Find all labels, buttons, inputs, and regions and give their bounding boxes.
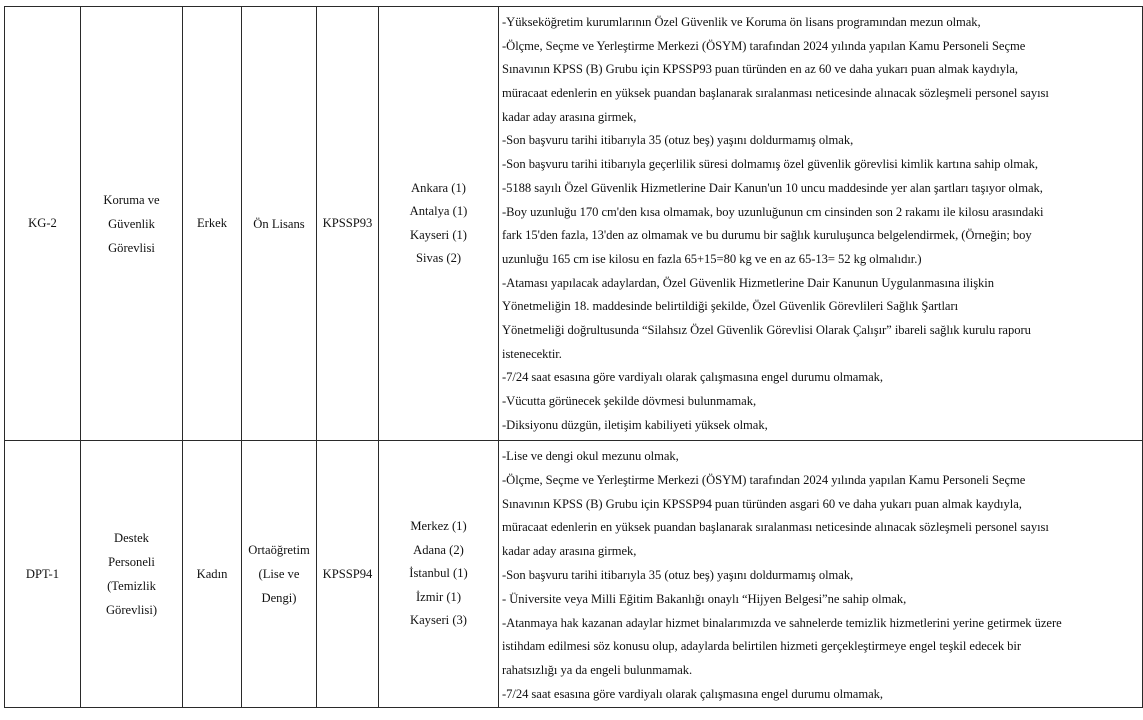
position-title-line: Görevlisi) — [105, 602, 158, 617]
position-title-line: Güvenlik — [108, 216, 155, 231]
requirement-line: -Boy uzunluğu 170 cm'den kısa olmamak, boy uzunluğunun cm cinsinden son 2 rakamı ile kilosu arasındaki — [502, 204, 1044, 219]
requirement-line: uzunluğu 165 cm ise kilosu en fazla 65+15=80 kg ve en az 65-13= 52 kg olmalıdır.) — [502, 251, 922, 266]
position-title-line: Koruma ve — [103, 192, 160, 207]
requirement-line: -5188 sayılı Özel Güvenlik Hizmetlerine Dair Kanun'un 10 uncu maddesinde yer alan şartları taşıyor olmak, — [502, 180, 1043, 195]
education-line: Dengi) — [261, 590, 297, 605]
requirement-line: -Ölçme, Seçme ve Yerleştirme Merkezi (ÖSYM) tarafından 2024 yılında yapılan Kamu Personeli Seçme — [502, 472, 1026, 487]
score-type-cell — [317, 7, 379, 441]
requirement-line: -7/24 saat esasına göre vardiyalı olarak çalışmasına engel durumu olmamak, — [502, 686, 883, 701]
requirement-line: kadar aday arasına girmek, — [502, 109, 637, 124]
requirement-line: -Ölçme, Seçme ve Yerleştirme Merkezi (ÖSYM) tarafından 2024 yılında yapılan Kamu Personeli Seçme — [502, 38, 1026, 53]
score-type: KPSSP93 — [322, 216, 373, 231]
position-requirements-table — [4, 6, 1143, 708]
requirement-line: - Üniversite veya Milli Eğitim Bakanlığı onaylı “Hijyen Belgesi”ne sahip olmak, — [502, 591, 907, 606]
requirement-line: -Yükseköğretim kurumlarının Özel Güvenlik ve Koruma ön lisans programından mezun olmak, — [502, 15, 981, 29]
requirement-line: -Atanmaya hak kazanan adaylar hizmet binalarımızda ve sahnelerde temizlik hizmetlerini yerine getirmek üzere — [502, 615, 1062, 630]
city-quota: Kayseri (1) — [410, 227, 467, 242]
requirements-cell — [499, 441, 1143, 708]
requirement-line: kadar aday arasına girmek, — [502, 544, 637, 559]
cities-cell — [379, 7, 499, 441]
requirement-line: -Diksiyonu düzgün, iletişim kabiliyeti yüksek olmak, — [502, 417, 768, 432]
requirement-line: -Son başvuru tarihi itibarıyla 35 (otuz beş) yaşını doldurmamış olmak, — [502, 133, 854, 148]
education-line: Ortaöğretim — [248, 542, 310, 557]
requirement-line: müracaat edenlerin en yüksek puandan başlanarak sıralanması neticesinde alınacak sözleşmeli personel sayısı — [502, 520, 1049, 535]
gender: Erkek — [196, 216, 228, 231]
requirement-line: istenecektir. — [502, 346, 562, 361]
requirement-line: -7/24 saat esasına göre vardiyalı olarak çalışmasına engel durumu olmamak, — [502, 370, 883, 385]
table-row — [5, 441, 1143, 708]
position-code-cell — [5, 441, 81, 708]
requirement-line: -Vücutta görünecek şekilde dövmesi bulunmamak, — [502, 394, 757, 408]
position-title-line: Personeli — [108, 554, 155, 569]
city-quota: Ankara (1) — [411, 180, 466, 195]
position-code-cell — [5, 7, 81, 441]
education-line: (Lise ve — [258, 566, 300, 581]
requirement-line: müracaat edenlerin en yüksek puandan başlanarak sıralanması neticesinde alınacak sözleşmeli personel sayısı — [502, 86, 1049, 101]
education-line: Ön Lisans — [253, 216, 305, 231]
city-quota: Merkez (1) — [410, 519, 467, 534]
city-quota: Antalya (1) — [409, 204, 468, 218]
score-type-cell — [317, 441, 379, 708]
requirement-line: -Lise ve dengi okul mezunu olmak, — [502, 449, 679, 463]
gender-cell — [183, 7, 242, 441]
gender: Kadın — [196, 566, 228, 581]
requirement-line: istihdam edilmesi söz konusu olup, adaylarda belirtilen hizmeti gerçekleştirmeye engel teşkil edecek bir — [502, 639, 1022, 654]
requirement-line: -Ataması yapılacak adaylardan, Özel Güvenlik Hizmetlerine Dair Kanunun Uygulanmasına ilişkin — [502, 275, 994, 290]
requirement-line: -Son başvuru tarihi itibarıyla geçerlilik süresi dolmamış özel güvenlik görevlisi kimlik kartına sahip olmak, — [502, 157, 1038, 172]
city-quota: Adana (2) — [413, 542, 464, 557]
requirement-line: fark 15'den fazla, 13'den az olmamak ve bu durumu bir sağlık kuruluşunca belgelendirmek, (Örneğin; boy — [502, 228, 1032, 243]
requirement-line: Sınavının KPSS (B) Grubu için KPSSP94 puan türünden asgari 60 ve daha yukarı puan almak kaydıyla, — [502, 496, 1022, 511]
city-quota: Kayseri (3) — [410, 613, 467, 628]
position-title-line: (Temizlik — [107, 578, 156, 593]
position-title-cell — [81, 441, 183, 708]
position-code: DPT-1 — [25, 566, 60, 581]
requirement-line: Yönetmeliği doğrultusunda “Silahsız Özel Güvenlik Görevlisi Olarak Çalışır” ibareli sağlık kurulu raporu — [502, 322, 1031, 337]
city-quota: İzmir (1) — [415, 589, 462, 604]
city-quota: Sivas (2) — [415, 251, 462, 265]
table-row — [5, 7, 1143, 441]
education-cell — [242, 7, 317, 441]
cities-cell — [379, 441, 499, 708]
position-title-cell — [81, 7, 183, 441]
score-type: KPSSP94 — [322, 566, 373, 581]
requirements-cell — [499, 7, 1143, 441]
requirement-line: Sınavının KPSS (B) Grubu için KPSSP93 puan türünden en az 60 ve daha yukarı puan almak kaydıyla, — [502, 62, 1019, 77]
city-quota: İstanbul (1) — [409, 566, 468, 581]
position-title-line: Destek — [114, 530, 149, 545]
position-title-line: Görevlisi — [108, 240, 155, 255]
requirement-line: Yönetmeliğin 18. maddesinde belirtildiği şekilde, Özel Güvenlik Görevlileri Sağlık Şartları — [502, 299, 959, 314]
requirement-line: -Son başvuru tarihi itibarıyla 35 (otuz beş) yaşını doldurmamış olmak, — [502, 567, 854, 582]
gender-cell — [183, 441, 242, 708]
education-cell — [242, 441, 317, 708]
position-code: KG-2 — [28, 216, 57, 231]
requirement-line: rahatsızlığı ya da engeli bulunmamak. — [502, 663, 693, 678]
